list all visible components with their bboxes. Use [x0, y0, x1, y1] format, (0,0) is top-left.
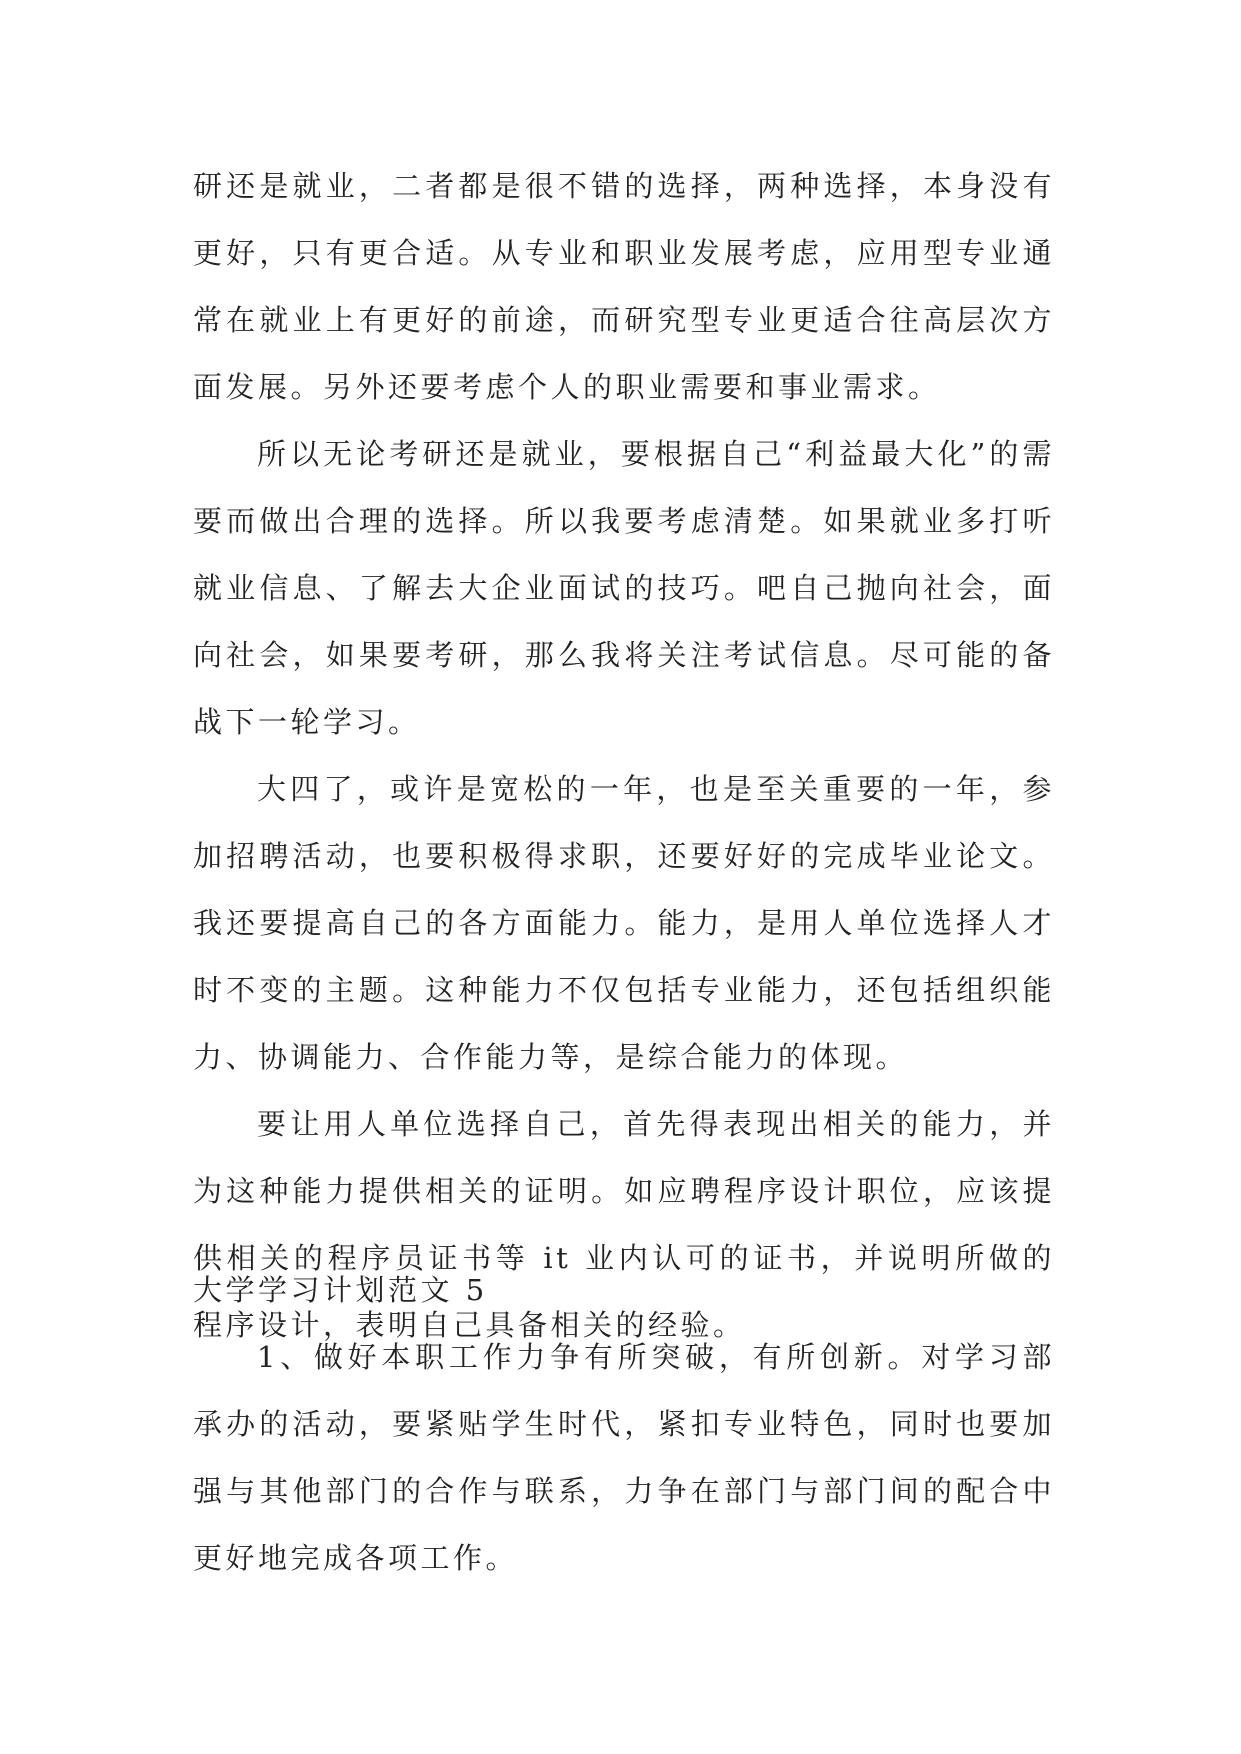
document-body-top: [193, 153, 1055, 1359]
paragraph-continuation: 研还是就业，二者都是很不错的选择，两种选择，本身没有更好，只有更合适。从专业和职业发展考虑，应用型专业通常在就业上有更好的前途，而研究型专业更适合往高层次方面发展。另外还要考虑个人的职业需要和事业需求。: [193, 169, 1055, 404]
paragraph: 要让用人单位选择自己，首先得表现出相关的能力，并为这种能力提供相关的证明。如应聘程序设计职位，应该提供相关的程序员证书等 it 业内认可的证书，并说明所做的程序设计，表明自己具备相关的经验。: [193, 1107, 1055, 1342]
paragraph: 大四了，或许是宽松的一年，也是至关重要的一年，参加招聘活动，也要积极得求职，还要好好的完成毕业论文。我还要提高自己的各方面能力。能力，是用人单位选择人才时不变的主题。这种能力不仅包括专业能力，还包括组织能力、协调能力、合作能力等，是综合能力的体现。: [193, 772, 1055, 1074]
paragraph: 所以无论考研还是就业，要根据自己“利益最大化”的需要而做出合理的选择。所以我要考虑清楚。如果就业多打听就业信息、了解去大企业面试的技巧。吧自己抛向社会，面向社会，如果要考研，那么我将关注考试信息。尽可能的备战下一轮学习。: [193, 437, 1055, 739]
section-heading: 大学学习计划范文 5: [193, 1273, 488, 1307]
paragraph: 1、做好本职工作力争有所突破，有所创新。对学习部承办的活动，要紧贴学生时代，紧扣专业特色，同时也要加强与其他部门的合作与联系，力争在部门与部门间的配合中更好地完成各项工作。: [193, 1340, 1055, 1575]
document-body-bottom: [193, 1257, 1055, 1592]
